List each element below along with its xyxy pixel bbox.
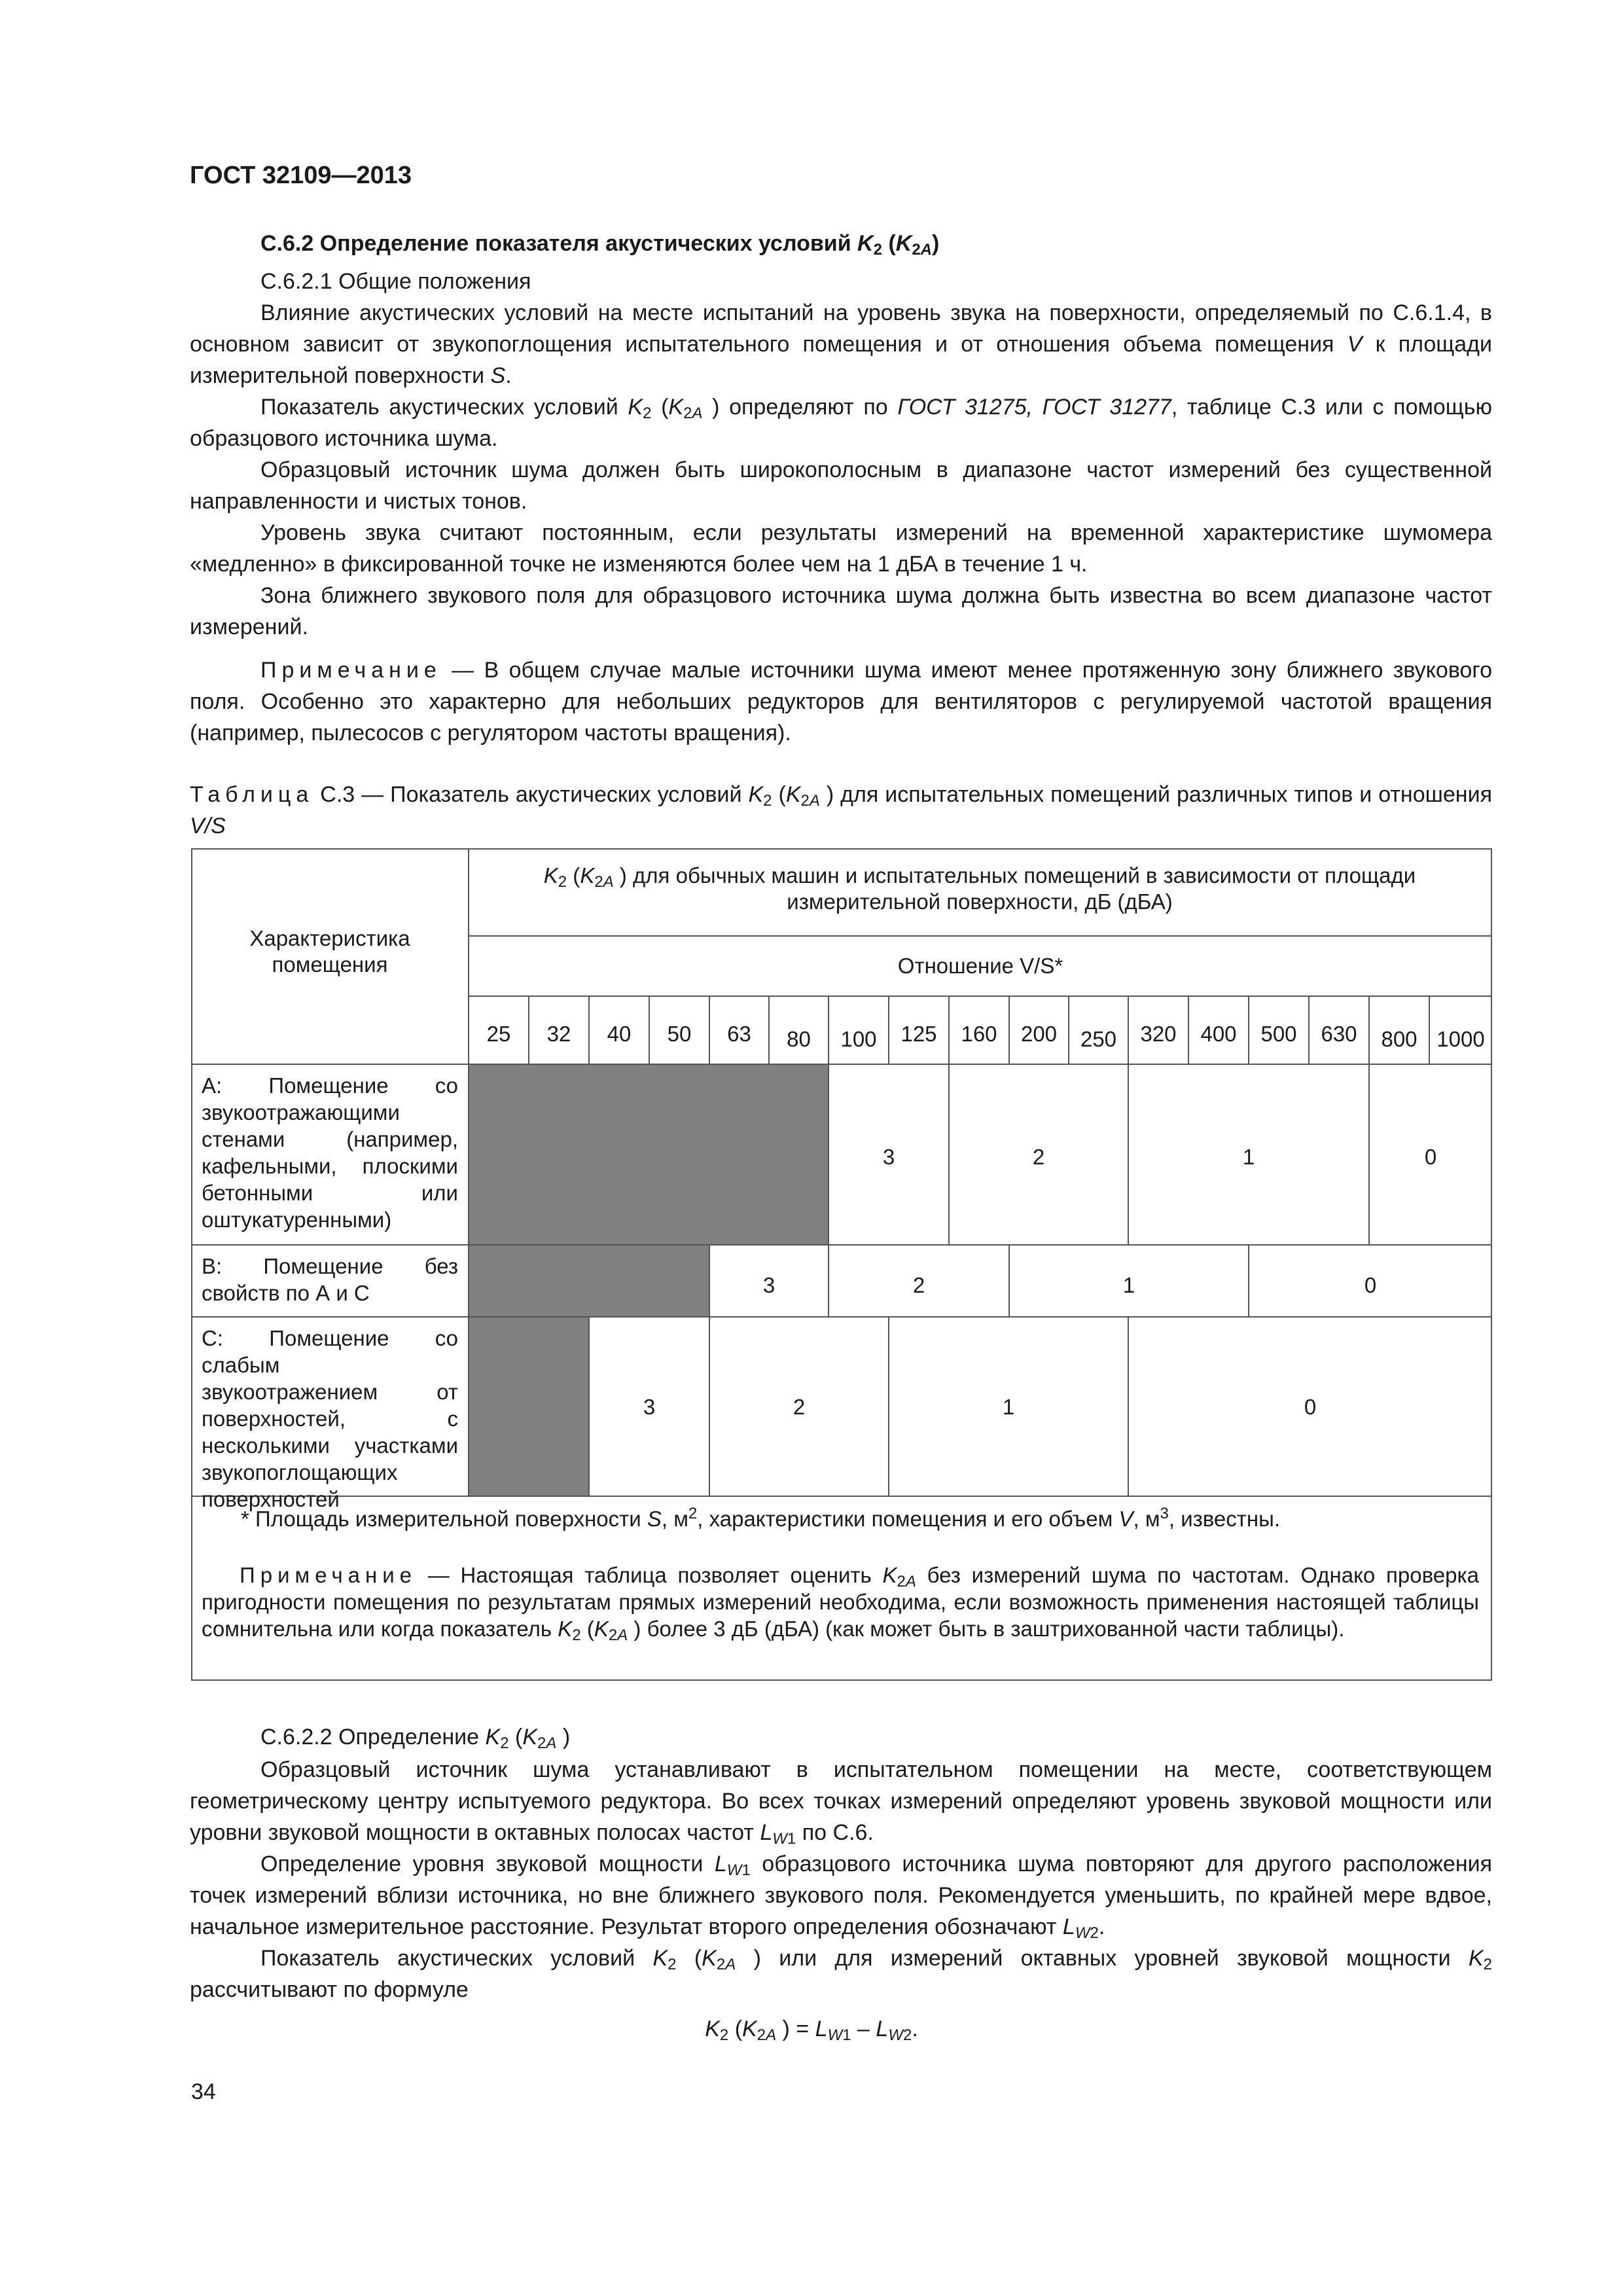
ratio-value: 500	[1260, 1022, 1297, 1046]
row-b-value: 1	[1122, 1273, 1135, 1297]
col-header-room: Характеристика помещения	[249, 926, 410, 977]
paragraph-5: Зона ближнего звукового поля для образцового источника шума должна быть известна во всем диапазоне частот измерений.	[190, 583, 1492, 639]
row-label-c: С: Помещение со слабым звукоотражением от поверхностей, с несколькими участками звукопоглощающих поверхностей	[202, 1326, 458, 1511]
section2-paragraph-3: Показатель акустических условий $K_2$ ($K_{2A}$ ) или для измерений октавных уровней звуковой мощности $K_2$ рассчитывают по формуле	[190, 1946, 1492, 2002]
document-code: ГОСТ 32109—2013	[190, 162, 412, 189]
ratio-value: 80	[787, 1027, 811, 1051]
ratio-value: 160	[961, 1022, 997, 1046]
ratio-value: 800	[1381, 1027, 1418, 1051]
ratio-value: 100	[840, 1027, 877, 1051]
ratio-value: 630	[1321, 1022, 1357, 1046]
ratio-value: 320	[1140, 1022, 1177, 1046]
note-paragraph: Примечание — В общем случае малые источники шума имеют менее протяженную зону ближнего звукового поля. Особенно это характерно для небольших редукторов для вентиляторов с регулируемой частотой вращения (например, пылесосов с регулятором частоты вращения).	[190, 658, 1492, 745]
row-c-value: 0	[1304, 1395, 1317, 1419]
row-a-value: 2	[1032, 1145, 1045, 1169]
row-c-value: 2	[793, 1395, 806, 1419]
formula: $K_2$ ($K_{2A}$ ) = $L_{W1} - L_{W2}$.	[705, 2017, 918, 2044]
row-c-value: 3	[643, 1395, 656, 1419]
acoustic-conditions-table	[191, 848, 1492, 1681]
section2-paragraph-1: Образцовый источник шума устанавливают в испытательном помещении на месте, соответствующем геометрическому центру испытуемого редуктора. Во всех точках измерений определяют уровень звуковой мощности или уровни звуковой мощности в октавных полосах частот $L_{W1}$ по С.6.	[190, 1757, 1492, 1848]
ratio-value: 40	[607, 1022, 632, 1046]
subsection-heading: С.6.2.1 Общие положения	[260, 269, 531, 294]
ratio-header: Отношение V/S*	[897, 954, 1063, 978]
section-title: С.6.2 Определение показателя акустических условий $K_2$ $(K_{2A})$	[260, 231, 940, 259]
shade-row-a	[469, 1064, 829, 1245]
subsection-2-heading: С.6.2.2 Определение $K_2$ ($K_{2A}$ )	[260, 1725, 571, 1752]
ratio-value: 200	[1020, 1022, 1058, 1046]
section2-paragraph-2: Определение уровня звуковой мощности $L_{W1}$ образцового источника шума повторяют для другого расположения точек измерений вблизи источника, но вне ближнего звукового поля. Рекомендуется уменьшить, по крайней мере вдвое, начальное измерительное расстояние. Результат второго определения обозначают $L_{W2}$.	[190, 1852, 1493, 1942]
ratio-value: 25	[486, 1022, 511, 1046]
paragraph-4: Уровень звука считают постоянным, если результаты измерений на временной характеристике шумомера «медленно» в фиксированной точке не изменяются более чем на 1 дБА в течение 1 ч.	[190, 520, 1492, 577]
shade-row-c	[469, 1317, 589, 1496]
row-b-value: 2	[912, 1273, 925, 1297]
paragraph-3: Образцовый источник шума должен быть широкополосным в диапазоне частот измерений без существенной направленности и чистых тонов.	[190, 457, 1492, 514]
ratio-value: 50	[667, 1022, 692, 1046]
page-number: 34	[191, 2079, 216, 2104]
paragraph-1: Влияние акустических условий на месте испытаний на уровень звука на поверхности, определяемый по С.6.1.4, в основном зависит от звукопоглощения испытательного помещения и от отношения объема помещения V к площади измерительной поверхности S.	[190, 300, 1492, 388]
ratio-value: 125	[901, 1022, 937, 1046]
shade-row-b	[469, 1245, 709, 1317]
ratio-value: 400	[1200, 1022, 1237, 1046]
paragraph-2: Показатель акустических условий $K_2$ ($K_{2A}$ ) определяют по ГОСТ 31275, ГОСТ 31277, таблице С.3 или с помощью образцового источника шума.	[190, 395, 1492, 451]
ratio-value: 63	[727, 1022, 751, 1046]
row-b-value: 3	[762, 1273, 776, 1297]
row-a-value: 0	[1424, 1145, 1437, 1169]
col-header-k2: $K_2$ ($K_{2A}$ ) для обычных машин и испытательных помещений в зависимости от площади измерительной поверхности, дБ (дБА)	[543, 863, 1416, 914]
ratio-value: 32	[546, 1022, 571, 1046]
row-a-value: 1	[1242, 1145, 1255, 1169]
ratio-value: 250	[1080, 1027, 1117, 1051]
table-footnote: * Площадь измерительной поверхности S, $м^2$, характеристики помещения и его объем V, $м^3$, известны.	[241, 1505, 1281, 1531]
row-b-value: 0	[1364, 1273, 1377, 1297]
row-label-a: А: Помещение со звукоотражающими стенами (например, кафельными, плоскими бетонными или оштукатуренными)	[202, 1073, 458, 1232]
row-label-b: В: Помещение без свойств по А и С	[202, 1254, 458, 1305]
table-caption: Таблица С.3 — Показатель акустических условий $K_2$ ($K_{2A}$ ) для испытательных помещений различных типов и отношения V/S	[190, 782, 1492, 838]
row-a-value: 3	[882, 1145, 895, 1169]
ratio-value: 1000	[1436, 1027, 1485, 1051]
row-c-value: 1	[1002, 1395, 1015, 1419]
table-note: Примечание — Настоящая таблица позволяет оценить $K_{2A}$ без измерений шума по частотам. Однако проверка пригодности помещения по результатам прямых измерений необходима, если возможность применения настоящей таблицы сомнительна или когда показатель $K_2$ ($K_{2A}$ ) более 3 дБ (дБА) (как может быть в заштрихованной части таблицы).	[202, 1563, 1479, 1644]
